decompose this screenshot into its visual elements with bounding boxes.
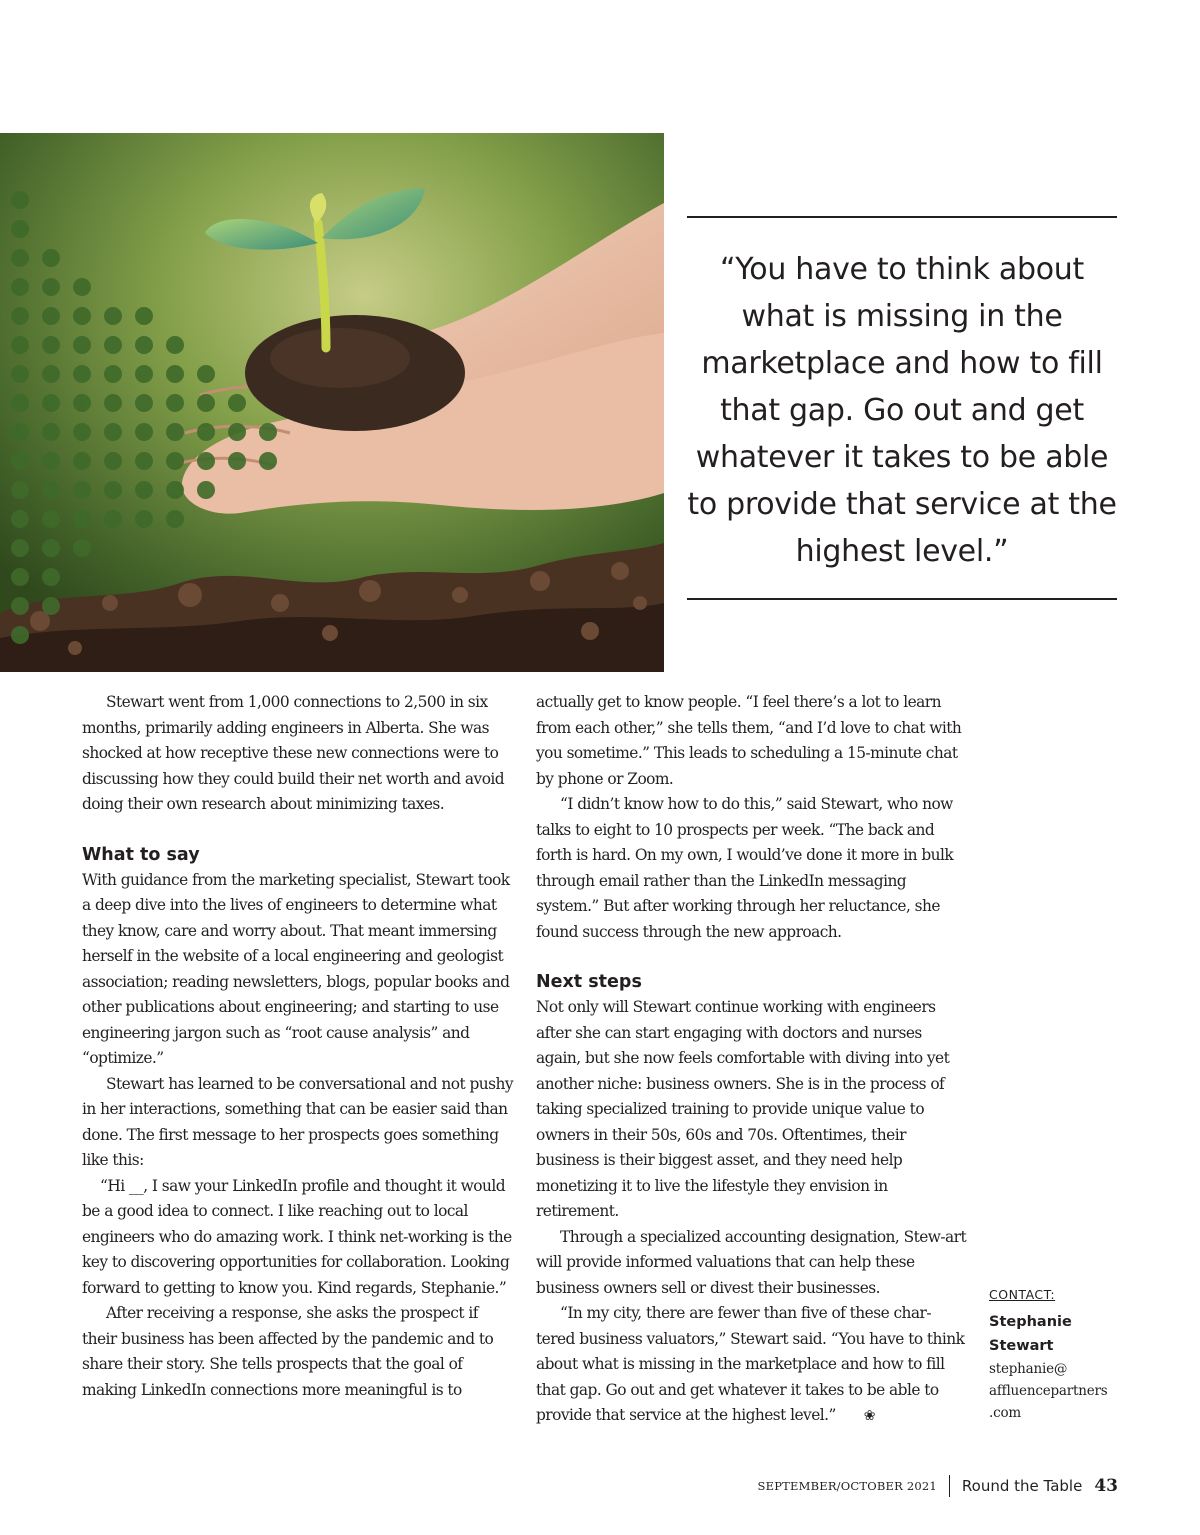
decorative-dot [73,423,91,441]
decorative-dot [135,452,153,470]
paragraph-final [536,1301,968,1430]
decorative-dot [197,365,215,383]
paragraph: “I didn’t know how to do this,” said Stewart, who now talks to eight to 10 prospects per week. “The back and forth is hard. On my own, I would’ve done it more in bulk through email rather than the LinkedIn messaging system.” But after working through her reluctance, she found success through the new approach. [536,795,954,941]
decorative-dot [104,510,122,528]
paragraph: Not only will Stewart continue working with engineers after she can start engaging with doctors and nurses again, but she now feels comfortable with diving into yet another niche: business owners. She is in the process of taking specialized training to provide unique value to owners in their 50s, 60s and 70s. Oftentimes, their business is their biggest asset, and they need help monetizing it to live the lifestyle they envision in retirement. [536,998,950,1220]
page-number: 43 [1094,1476,1118,1496]
decorative-dot [228,394,246,412]
decorative-dot [73,510,91,528]
decorative-dot [11,278,29,296]
contact-label: CONTACT: [989,1287,1056,1302]
decorative-dot [42,481,60,499]
decorative-dot [11,452,29,470]
decorative-dot [135,510,153,528]
decorative-dot [11,539,29,557]
decorative-dot [73,278,91,296]
decorative-dot [104,307,122,325]
decorative-dot [104,452,122,470]
decorative-dot [166,452,184,470]
decorative-dot [11,394,29,412]
decorative-dot [11,307,29,325]
decorative-dot [135,394,153,412]
decorative-dot [73,539,91,557]
paragraph: Stewart has learned to be conversational and not pushy in her interactions, something that can be easier said than done. The first message to her prospects goes something like this: [82,1074,513,1169]
section-heading-next-steps: Next steps [536,972,642,992]
paragraph: After receiving a response, she asks the prospect if their business has been affected by the pandemic and to share their story. She tells prospects that the goal of making LinkedIn connections more meaningful is to [82,1304,494,1399]
decorative-dot [73,336,91,354]
decorative-dot [11,423,29,441]
decorative-dot [42,336,60,354]
paragraph: Through a specialized accounting designation, Stew-art will provide informed valuations that can help these business owners sell or divest their businesses. [536,1227,967,1297]
decorative-dot [166,510,184,528]
decorative-dot [73,307,91,325]
issue-date: SEPTEMBER/OCTOBER 2021 [757,1479,937,1493]
pull-quote-text: “You have to think about what is missing in the marketplace and how to fill that gap. Go out and get whatever it takes to be able to provide that service at the highest level.” [687,252,1117,569]
pull-quote-box [687,216,1117,600]
contact-box [989,1284,1129,1424]
paragraph: actually get to know people. “I feel there’s a lot to learn from each other,” she tells them, “and I’d love to chat with you sometime.” This leads to scheduling a 15-minute chat by phone or Zoom. [536,693,962,788]
decorative-dot [259,423,277,441]
decorative-dot [11,597,29,615]
decorative-dot [197,481,215,499]
contact-first-name: Stephanie [989,1314,1072,1330]
page-footer [758,1474,1118,1498]
contact-last-name: Stewart [989,1338,1054,1354]
decorative-dot [11,510,29,528]
decorative-dot [42,423,60,441]
magazine-title: Round the Table [961,1477,1083,1495]
contact-email [989,1358,1129,1424]
seedling-hands-photo [0,133,664,672]
decorative-dot [166,481,184,499]
decorative-dot [42,568,60,586]
decorative-dot [197,394,215,412]
decorative-dot [42,597,60,615]
final-paragraph-text: “In my city, there are fewer than five of these char-tered business valuators,” Stewart said. “You have to think about what is missing in the marketplace and how to fill that gap. Go out and get whatever it takes to be able to provide that service at the highest level.” [536,1304,965,1424]
seedling-illustration [0,133,664,672]
contact-name [989,1310,1129,1358]
decorative-dot [11,249,29,267]
decorative-dot [104,481,122,499]
decorative-dot [11,336,29,354]
decorative-dot [135,481,153,499]
linkedin-message-quote: “Hi __, I saw your LinkedIn profile and thought it would be a good idea to connect. I like reaching out to local engineers who do amazing work. I think net-working is the key to discovering opportunities for collaboration. Looking forward to getting to know you. Kind regards, Stephanie.” [82,1176,512,1297]
section-heading-what-to-say: What to say [82,844,200,865]
decorative-dot [42,365,60,383]
decorative-dot [42,452,60,470]
decorative-dot [228,452,246,470]
decorative-dot [11,626,29,644]
flower-end-mark-icon: ❀ [863,1408,875,1424]
paragraph: Stewart went from 1,000 connections to 2,500 in six months, primarily adding engineers in Alberta. She was shocked at how receptive these new connections were to discussing how they could build their net worth and avoid doing their own research about minimizing taxes. [82,693,505,813]
decorative-dot [42,394,60,412]
decorative-dot [73,365,91,383]
decorative-dot [166,365,184,383]
decorative-dot [42,539,60,557]
paragraph: With guidance from the marketing specialist, Stewart took a deep dive into the lives of engineers to determine what they know, care and worry about. That meant immersing herself in the website of a local engineering and geologist association; reading newsletters, blogs, popular books and other publications about engineering; and starting to use engineering jargon such as “root cause analysis” and “optimize.” [82,870,510,1067]
decorative-dot [135,423,153,441]
decorative-dot [166,394,184,412]
article-column-left [82,690,514,1403]
decorative-dot [228,423,246,441]
decorative-dot [197,423,215,441]
contact-email-line: stephanie@ [989,1361,1068,1377]
decorative-dot [11,481,29,499]
contact-email-line: affluencepartners [989,1383,1108,1399]
decorative-dot [11,191,29,209]
decorative-dot [259,452,277,470]
footer-divider [949,1475,950,1497]
decorative-dot [104,394,122,412]
decorative-dot [135,365,153,383]
decorative-dot [135,336,153,354]
decorative-dot [11,220,29,238]
decorative-dot [42,278,60,296]
decorative-dot [104,365,122,383]
decorative-dot [166,336,184,354]
decorative-dot [11,365,29,383]
decorative-dot [73,481,91,499]
article-column-right [536,690,968,1430]
decorative-dot [42,249,60,267]
decorative-dot [11,568,29,586]
decorative-dot [42,307,60,325]
decorative-dot [166,423,184,441]
decorative-dot [197,452,215,470]
decorative-dot [104,336,122,354]
decorative-dot [73,394,91,412]
decorative-dot [42,510,60,528]
decorative-dot [135,307,153,325]
contact-email-line: .com [989,1405,1021,1421]
decorative-dot [73,452,91,470]
decorative-dot [104,423,122,441]
